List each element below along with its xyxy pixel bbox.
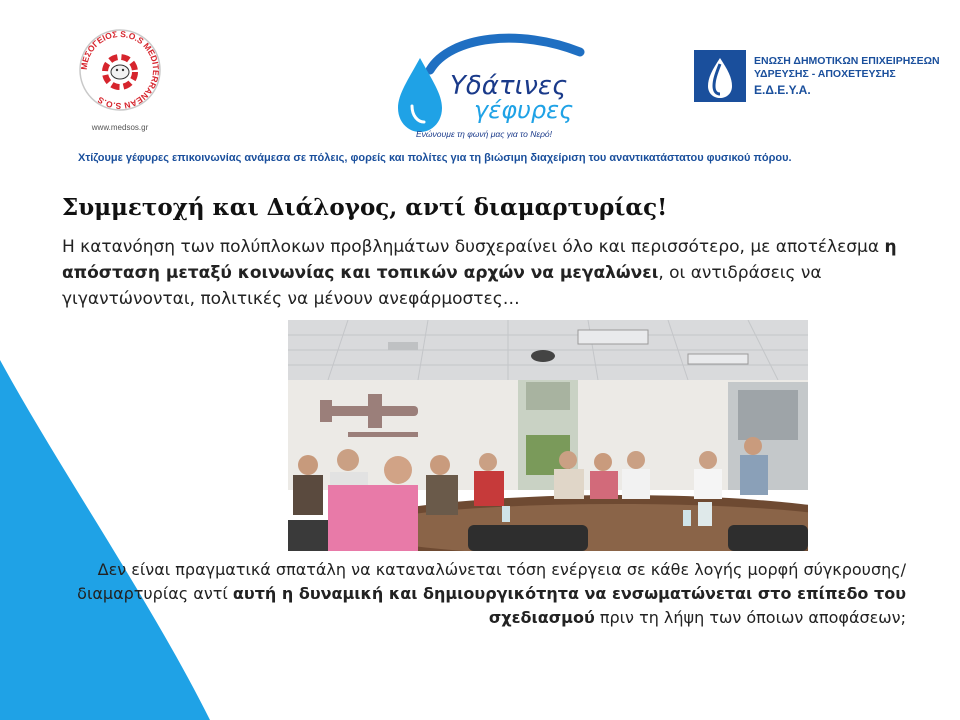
- meeting-photo: [288, 320, 808, 551]
- edeya-line2: ΥΔΡΕΥΣΗΣ - ΑΠΟΧΕΤΕΥΣΗΣ: [754, 68, 896, 80]
- edeya-line3: Ε.Δ.Ε.Υ.Α.: [754, 83, 811, 97]
- closing-text-2: πριν τη λήψη των όποιων αποφάσεων;: [594, 608, 906, 627]
- ydatines-line1: Υδάτινες: [450, 71, 568, 101]
- intro-text-1: Η κατανόηση των πολύπλοκων προβλημάτων δυσχεραίνει όλο και περισσότερο, με αποτέλεσμα: [62, 237, 885, 257]
- ydatines-line2: γέφυρες: [474, 96, 574, 124]
- intro-bold-text: η απόσταση μεταξύ κοινωνίας και τοπικών αρχών να μεγαλώνει: [62, 237, 897, 283]
- intro-text-2: , οι αντιδράσεις να γιγαντώνονται, πολιτικές να μένουν ανεφάρμοστες…: [62, 263, 822, 309]
- ydatines-gefyres-logo: [390, 22, 590, 140]
- header-tagline: Χτίζουμε γέφυρες επικοινωνίας ανάμεσα σε πόλεις, φορείς και πολίτες για τη βιώσιμη διαχείριση του αναντικατάστατου φυσικού πόρου.: [78, 152, 792, 164]
- medsos-url: www.medsos.gr: [91, 123, 149, 132]
- closing-paragraph: [60, 558, 906, 630]
- closing-text-1: Δεν είναι πραγματικά σπατάλη να καταναλώνεται τόση ενέργεια σε κάθε λογής μορφή σύγκρουσης/ διαμαρτυρίας αντί: [77, 560, 906, 603]
- slide-heading: Συμμετοχή και Διάλογος, αντί διαμαρτυρίας!: [62, 194, 668, 221]
- closing-bold-text: αυτή η δυναμική και δημιουργικότητα να ενσωματώνεται στο επίπεδο του σχεδιασμού: [232, 584, 906, 627]
- edeya-logo: [694, 50, 944, 106]
- medsos-ring-text: ΜΕΣΟΓΕΙΟΣ S.O.S MEDITERRANEAN S.O.S: [78, 28, 162, 112]
- medsos-logo: [72, 22, 172, 140]
- edeya-line1: ΕΝΩΣΗ ΔΗΜΟΤΙΚΩΝ ΕΠΙΧΕΙΡΗΣΕΩΝ: [754, 55, 940, 67]
- ydatines-subtitle: Ενώνουμε τη φωνή μας για το Νερό!: [416, 129, 553, 139]
- intro-paragraph: [62, 234, 922, 312]
